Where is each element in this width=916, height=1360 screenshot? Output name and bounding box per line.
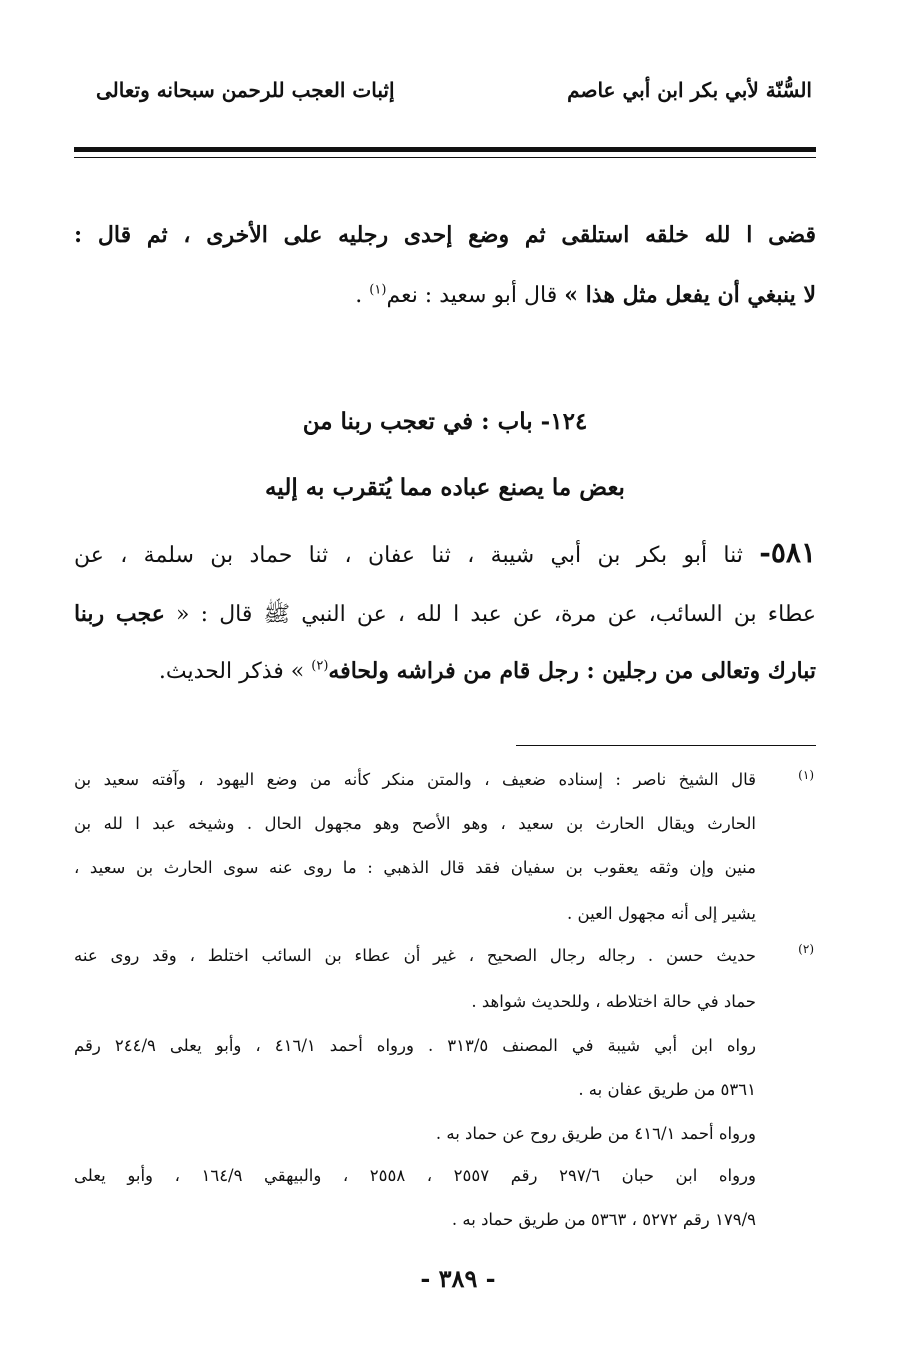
running-header-chapter-title: إثبات العجب للرحمن سبحانه وتعالى bbox=[96, 78, 395, 102]
intro-narrator-statement: قال أبو سعيد : نعم bbox=[386, 283, 558, 308]
footnote-1-line: قال الشيخ ناصر : إسناده ضعيف ، والمتن منكر كأنه من وضع اليهود ، وآفته سعيد بن bbox=[74, 770, 756, 789]
intro-period: . bbox=[355, 283, 363, 308]
hadith-number: ٥٨١- bbox=[759, 536, 816, 569]
header-rule-thick bbox=[74, 147, 816, 152]
footnote-2-line: ورواه أحمد ٤١٦/١ من طريق روح عن حماد به . bbox=[435, 1124, 756, 1143]
footnote-1-line: منين وإن وثقه يعقوب بن سفيان فقد قال الذهبي : ما روى عنه سوى الحارث بن سعيد ، bbox=[74, 858, 756, 877]
footnote-2-line: رواه ابن أبي شيبة في المصنف ٣١٣/٥ . ورواه أحمد ٤١٦/١ ، وأبو يعلى ٢٤٤/٩ رقم bbox=[74, 1036, 757, 1055]
hadith-isnad-2: عطاء بن السائب، عن مرة، عن عبد ا لله ، عن النبي ﷺ قال : « bbox=[176, 602, 816, 627]
footnote-ref-1: (١) bbox=[369, 282, 387, 298]
intro-quote-end: لا ينبغي أن يفعل مثل هذا » bbox=[564, 282, 816, 308]
footnote-2-line: ٥٣٦١ من طريق عفان به . bbox=[578, 1080, 756, 1099]
hadith-isnad-1: ثنا أبو بكر بن أبي شيبة ، ثنا عفان ، ثنا حماد بن سلمة ، عن bbox=[74, 543, 743, 568]
intro-line-1: قضى ا لله خلقه استلقى ثم وضع إحدى رجليه على الأخرى ، ثم قال : bbox=[74, 222, 816, 248]
footnote-2-line: ورواه ابن حبان ٢٩٧/٦ رقم ٢٥٥٧ ، ٢٥٥٨ ، والبيهقي ١٦٤/٩ ، وأبو يعلى bbox=[74, 1166, 756, 1185]
hadith-closing: » فذكر الحديث. bbox=[158, 659, 305, 684]
footnote-2-line: ١٧٩/٩ رقم ٥٢٧٢ ، ٥٣٦٣ من طريق حماد به . bbox=[451, 1210, 756, 1229]
running-header-book-title: السُّنّة لأبي بكر ابن أبي عاصم bbox=[567, 78, 812, 102]
intro-line-2 bbox=[74, 282, 816, 308]
footnote-1-line: يشير إلى أنه مجهول العين . bbox=[567, 904, 756, 923]
page-number: - ٣٨٩ - bbox=[420, 1264, 496, 1293]
header-rule-thin bbox=[74, 157, 816, 158]
hadith-line-1 bbox=[74, 536, 816, 569]
hadith-matn-start: عجب ربنا bbox=[74, 601, 165, 627]
footnote-ref-2: (٢) bbox=[311, 658, 329, 674]
hadith-line-3 bbox=[74, 658, 816, 684]
footnote-1-marker: (١) bbox=[798, 768, 814, 782]
hadith-line-2 bbox=[74, 600, 816, 632]
footnote-1-line: الحارث ويقال الحارث بن سعيد ، وهو الأصح وهو مجهول الحال . وشيخه عبد ا لله بن bbox=[74, 814, 756, 833]
footnote-2-line: حديث حسن . رجاله رجال الصحيح ، غير أن عطاء بن السائب اختلط ، وقد روى عنه bbox=[74, 946, 756, 965]
chapter-title-line-1: ١٢٤- باب : في تعجب ربنا من bbox=[302, 408, 588, 435]
footnote-2-marker: (٢) bbox=[798, 942, 814, 956]
chapter-title-line-2: بعض ما يصنع عباده مما يُتقرب به إليه bbox=[265, 474, 625, 501]
footnote-2-line: حماد في حالة اختلاطه ، وللحديث شواهد . bbox=[471, 992, 756, 1011]
hadith-matn: تبارك وتعالى من رجلين : رجل قام من فراشه ولحافه bbox=[328, 658, 816, 684]
footnote-separator bbox=[516, 745, 816, 746]
